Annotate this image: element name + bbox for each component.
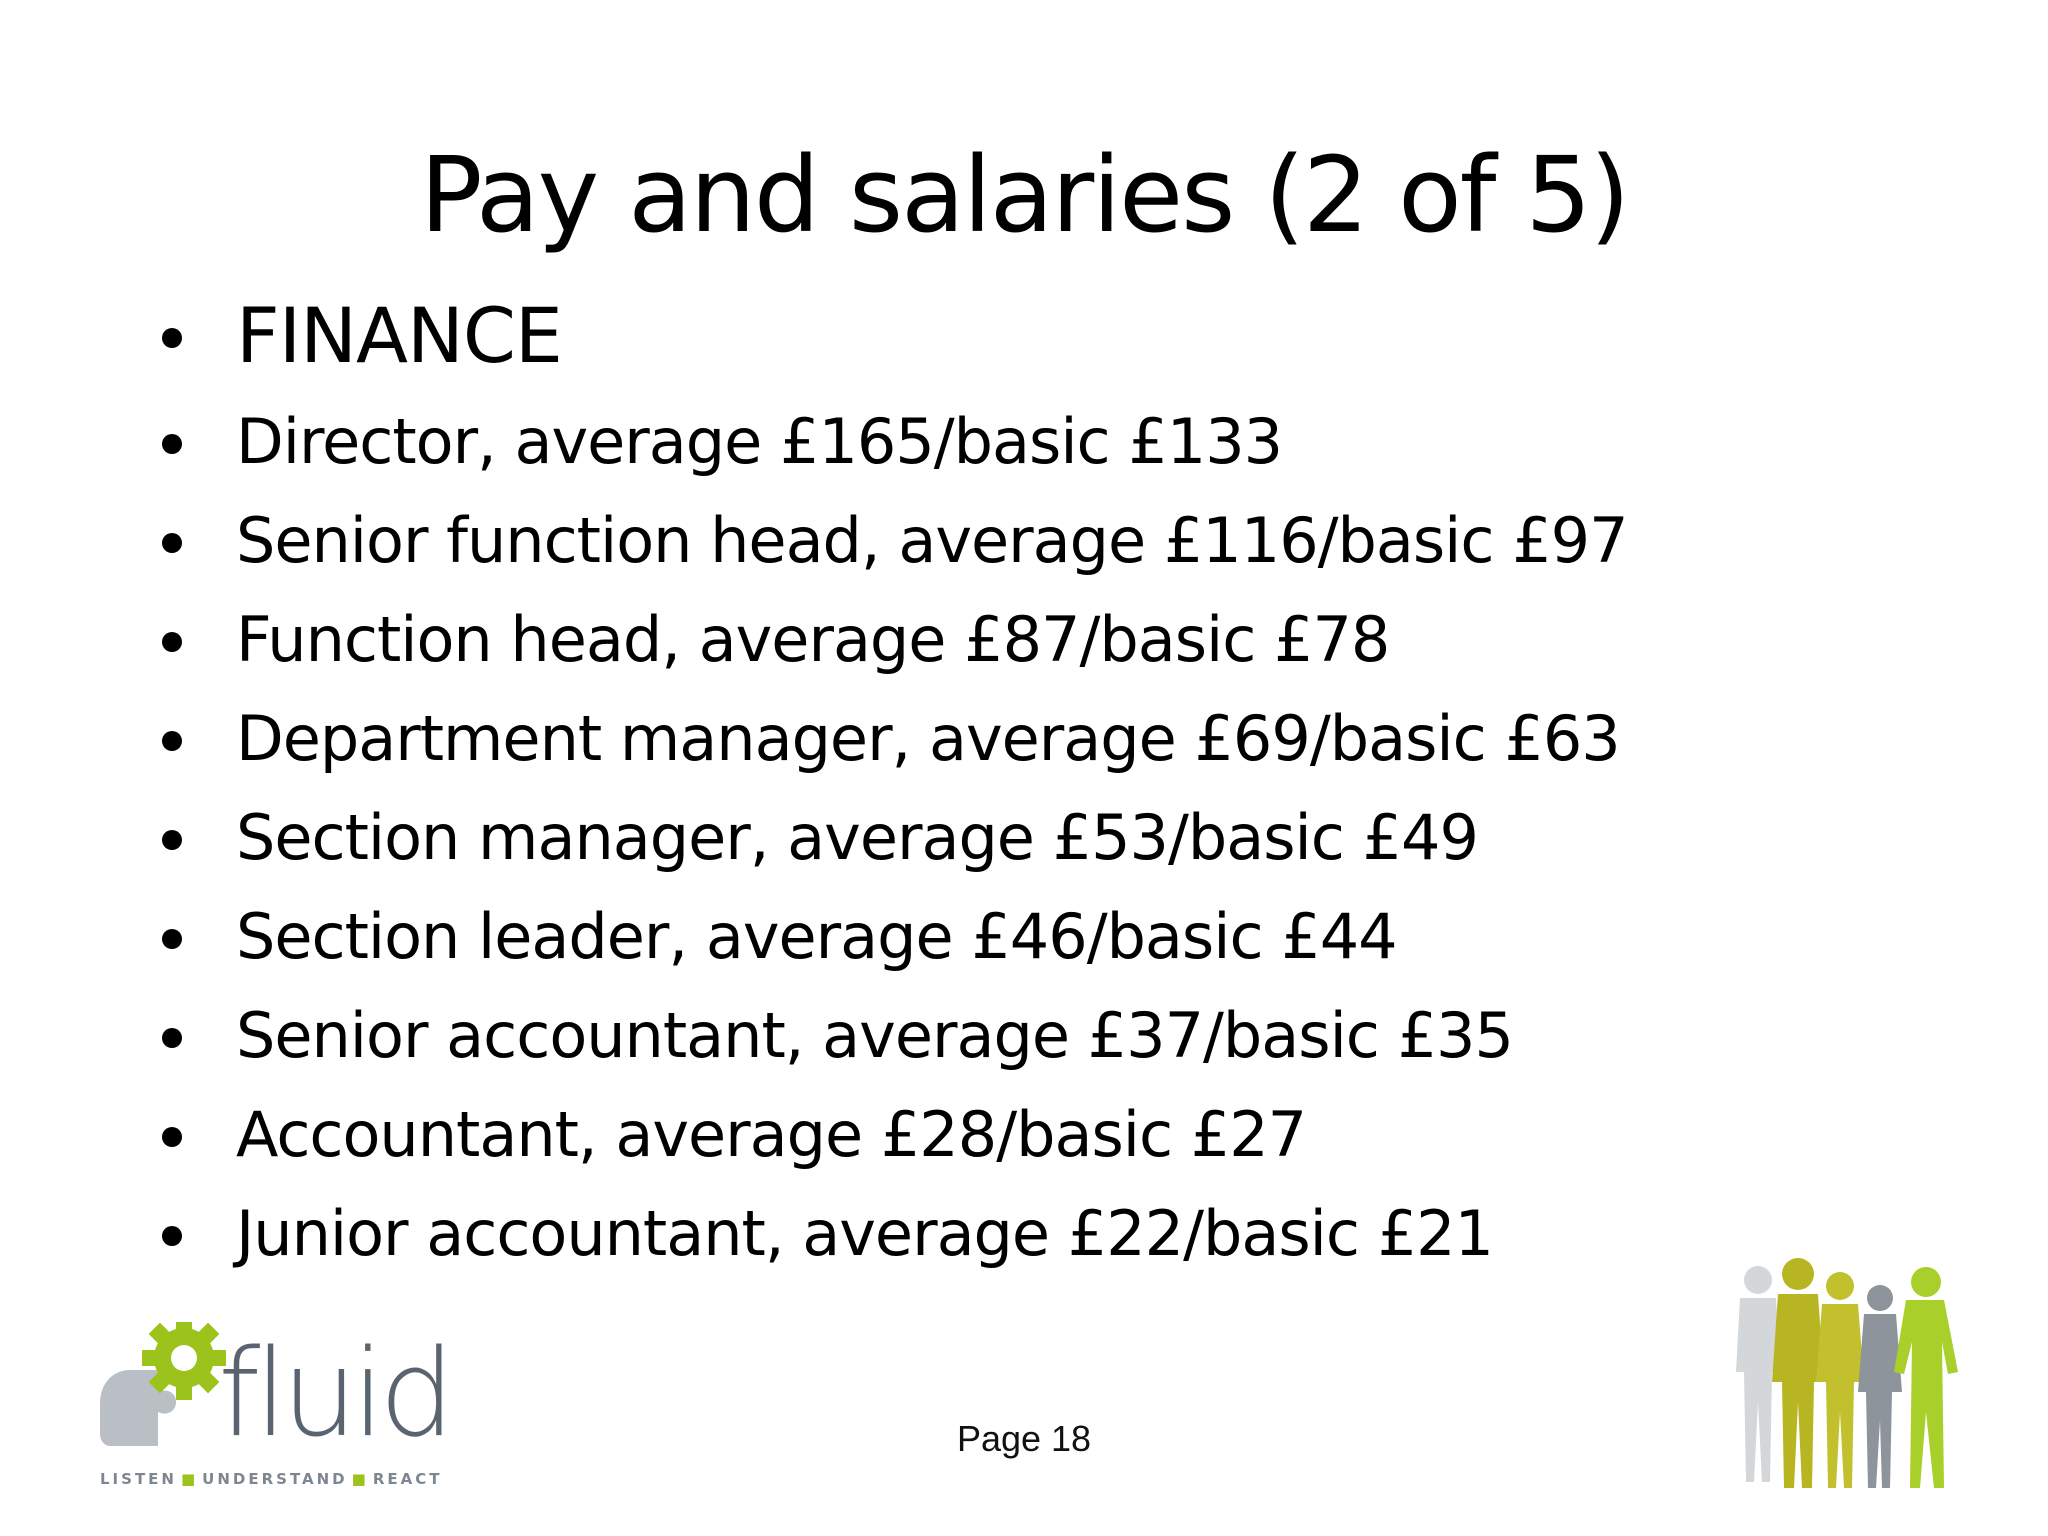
list-item-text: Junior accountant, average £22/basic £21 [236,1197,1494,1270]
list-item-text: Department manager, average £69/basic £63 [236,702,1620,775]
list-item [150,392,1628,491]
list-item [150,986,1628,1085]
bullet-icon [162,830,182,850]
list-item [150,689,1628,788]
bullet-heading [150,280,1628,392]
list-item-text: Section manager, average £53/basic £49 [236,801,1478,874]
fluid-logo [96,1322,450,1492]
bullet-icon [162,1028,182,1048]
list-item [150,887,1628,986]
page-number: Page 18 [956,1418,1092,1459]
list-item-text: Senior accountant, average £37/basic £35 [236,999,1513,1072]
list-item-text: Function head, average £87/basic £78 [236,603,1390,676]
slide-title: Pay and salaries (2 of 5) [419,134,1629,256]
list-item [150,590,1628,689]
bullet-icon [162,632,182,652]
bullet-icon [162,1226,182,1246]
bullet-icon [162,1127,182,1147]
bullet-icon [162,731,182,751]
bullet-icon [162,328,182,348]
bullet-icon [162,434,182,454]
bullet-heading-text: FINANCE [236,291,562,380]
list-item [150,1184,1628,1283]
bullet-list [150,280,1628,1283]
list-item-text: Senior function head, average £116/basic £97 [236,504,1628,577]
logo-tagline: LISTEN ■ UNDERSTAND ■ REACT [100,1470,443,1488]
logo-wordmark: fluid [218,1325,450,1464]
people-group-icon [1718,1252,1968,1502]
list-item-text: Accountant, average £28/basic £27 [236,1098,1307,1171]
list-item-text: Section leader, average £46/basic £44 [236,900,1397,973]
bullet-icon [162,929,182,949]
bullet-icon [162,533,182,553]
list-item [150,788,1628,887]
list-item [150,1085,1628,1184]
list-item-text: Director, average £165/basic £133 [236,405,1283,478]
list-item [150,491,1628,590]
